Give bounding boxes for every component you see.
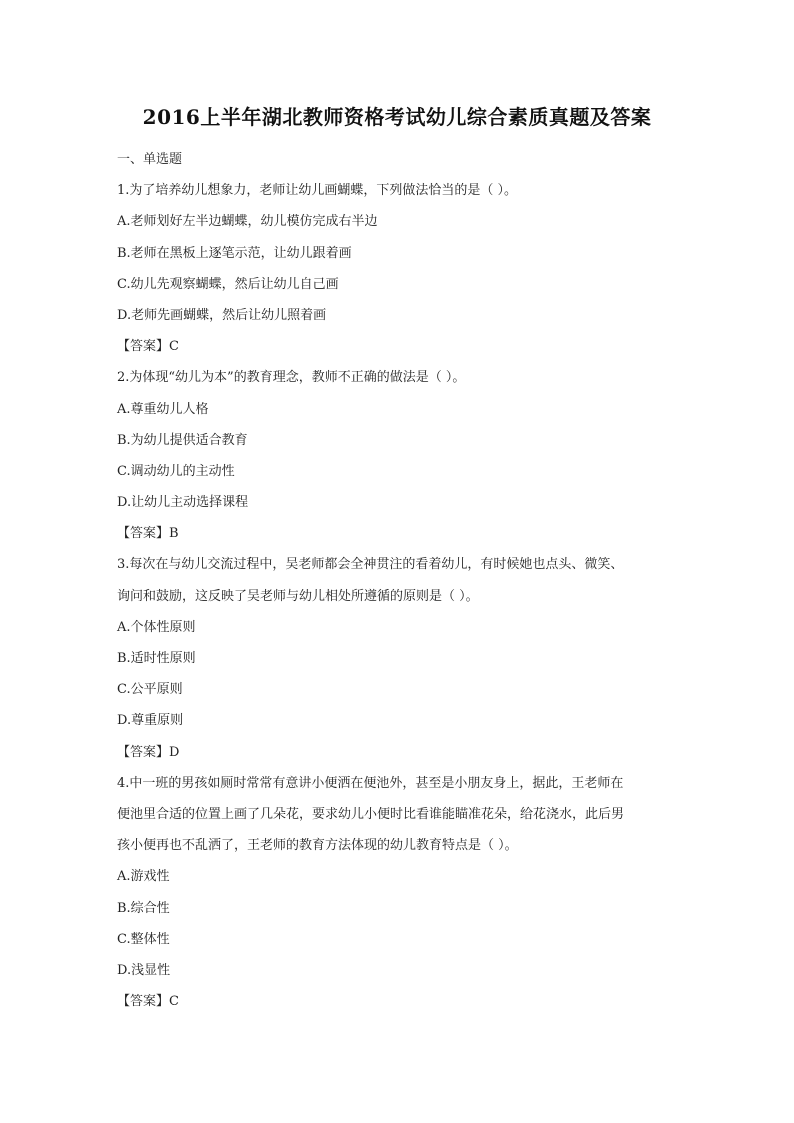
question-stem: 1.为了培养幼儿想象力，老师让幼儿画蝴蝶，下列做法恰当的是（ ）。 (117, 183, 518, 199)
option-d: D.让幼儿主动选择课程 (117, 495, 249, 511)
question-2 (117, 362, 677, 549)
option-a: A.游戏性 (117, 869, 170, 885)
option-b: B.老师在黑板上逐笔示范，让幼儿跟着画 (117, 245, 352, 261)
section-heading: 一、单选题 (117, 152, 183, 167)
question-stem-line: 4.中一班的男孩如厕时常常有意讲小便洒在便池外，甚至是小朋友身上，据此，王老师在 (117, 775, 624, 791)
question-4 (117, 768, 677, 1018)
option-c: C.幼儿先观察蝴蝶，然后让幼儿自己画 (117, 276, 339, 292)
question-3 (117, 549, 677, 767)
question-stem-line: 便池里合适的位置上画了几朵花，要求幼儿小便时比看谁能瞄准花朵，给花浇水，此后男 (117, 806, 625, 822)
option-b: B.为幼儿提供适合教育 (117, 432, 248, 448)
option-c: C.调动幼儿的主动性 (117, 463, 235, 479)
option-c: C.整体性 (117, 931, 170, 947)
option-a: A.老师划好左半边蝴蝶，幼儿模仿完成右半边 (117, 214, 378, 230)
question-stem: 2.为体现“幼儿为本”的教育理念，教师不正确的做法是（ ）。 (117, 370, 466, 386)
document-body (117, 144, 677, 1017)
option-b: B.适时性原则 (117, 651, 196, 666)
option-d: D.浅显性 (117, 962, 171, 978)
option-a: A.尊重幼儿人格 (117, 401, 209, 417)
question-stem-line: 询问和鼓励，这反映了吴老师与幼儿相处所遵循的原则是（ ）。 (117, 588, 479, 604)
option-d: D.尊重原则 (117, 713, 184, 729)
option-a: A.个体性原则 (117, 619, 196, 635)
option-c: C.公平原则 (117, 682, 183, 698)
option-d: D.老师先画蝴蝶，然后让幼儿照着画 (117, 307, 327, 323)
option-b: B.综合性 (117, 900, 170, 916)
answer: 【答案】C (117, 994, 179, 1010)
answer: 【答案】B (117, 526, 179, 542)
question-stem-line: 3.每次在与幼儿交流过程中，吴老师都会全神贯注的看着幼儿，有时候她也点头、微笑、 (117, 557, 624, 573)
question-stem-line: 孩小便再也不乱洒了，王老师的教育方法体现的幼儿教育特点是（ ）。 (117, 838, 518, 854)
question-1 (117, 175, 677, 362)
answer: 【答案】C (117, 339, 179, 355)
document-title: 2016上半年湖北教师资格考试幼儿综合素质真题及答案 (142, 105, 652, 129)
answer: 【答案】D (117, 744, 180, 760)
